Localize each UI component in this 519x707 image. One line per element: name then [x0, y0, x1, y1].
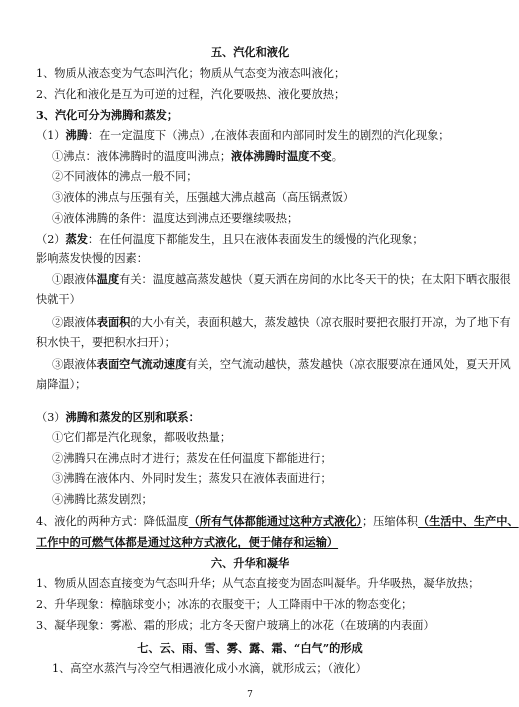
term-evaporation: 蒸发	[65, 232, 88, 246]
difference-title: （3）沸腾和蒸发的区别和联系：	[36, 410, 200, 424]
paragraph-2: 2、汽化和液化是互为可逆的过程，汽化要吸热、液化要放热；	[36, 88, 346, 101]
paragraph-4-cont: 工作中的可燃气体都是通过这种方式液化，便于储存和运输）	[36, 535, 339, 549]
boiling-point-4: ④液体沸腾的条件：温度达到沸点还要继续吸热；	[52, 212, 299, 225]
page-number: 7	[247, 690, 253, 700]
liquefaction-note-2: （生活中、生产中、	[417, 514, 519, 528]
factor-temperature: ①跟液体温度有关：温度越高蒸发越快（夏天洒在房间的水比冬天干的快；在太阳下晒衣服很	[52, 272, 511, 286]
term-airflow: 表面空气流动速度	[96, 357, 187, 371]
evaporation-factors-title: 影响蒸发快慢的因素：	[36, 252, 148, 265]
weather-1: 1、高空水蒸汽与冷空气相遇液化成小水滴，就形成云；（液化）	[52, 662, 367, 675]
boiling-point-bold: 液体沸腾时温度不变	[231, 149, 332, 163]
sublimation-1: 1、物质从固态直接变为气态叫升华；从气态直接变为固态叫凝华。升华吸热，凝华放热；	[36, 577, 480, 590]
item-number: （1）	[36, 129, 66, 142]
difference-4: ④沸腾比蒸发剧烈；	[52, 493, 153, 506]
boiling-point-text: ①沸点：液体沸腾时的温度叫沸点；	[52, 150, 232, 163]
factor-airflow: ③跟液体表面空气流动速度有关，空气流动越快，蒸发越快（凉衣服要凉在通风处，夏天开风	[52, 357, 511, 371]
boiling-text: ：在一定温度下（沸点）,在液体表面和内部同时发生的剧烈的汽化现象；	[87, 129, 450, 142]
factor-surface-area: ②跟液体表面积的大小有关，表面积越大，蒸发越快（凉衣服时要把衣服打开凉，为了地下有	[52, 315, 511, 329]
liquefaction-note-1: （所有气体都能通过这种方式液化）	[188, 514, 362, 528]
boiling-definition	[36, 128, 449, 143]
difference-title-bold: 沸腾和蒸发的区别和联系：	[65, 410, 200, 424]
sublimation-2: 2、升华现象：樟脑球变小；冰冻的衣服变干；人工降雨中干冰的物态变化；	[36, 598, 413, 611]
factor-airflow-cont: 扇降温）；	[36, 378, 87, 391]
paragraph-1: 1、物质从液态变为气态叫汽化；物质从气态变为液态叫液化；	[36, 67, 346, 80]
term-surface-area: 表面积	[96, 315, 131, 329]
difference-3: ③沸腾在液体内、外同时发生；蒸发只在液体表面进行；	[52, 472, 332, 485]
boiling-point-1	[52, 149, 343, 164]
sublimation-3: 3、凝华现象：雾凇、霜的形成；北方冬天窗户玻璃上的冰花（在玻璃的内表面）	[36, 619, 435, 632]
section-heading-sublimation: 六、升华和凝华	[210, 556, 290, 570]
difference-2: ②沸腾只在沸点时才进行；蒸发在任何温度下都能进行；	[52, 452, 332, 465]
difference-1: ①它们都是汽化现象，都吸收热量；	[52, 431, 232, 444]
boiling-point-3: ③液体的沸点与压强有关，压强越大沸点越高（高压锅煮饭）	[52, 191, 355, 204]
term-boiling: 沸腾	[65, 128, 88, 142]
section-heading-weather: 七、云、雨、雪、雾、露、霜、“白气”的形成	[137, 641, 363, 655]
boiling-point-2: ②不同液体的沸点一般不同；	[52, 170, 198, 183]
paragraph-4: 4、液化的两种方式：降低温度（所有气体都能通过这种方式液化）；压缩体积（生活中、生产中、	[36, 514, 519, 528]
evaporation-text: ：在任何温度下都能发生，且只在液体表面发生的缓慢的汽化现象；	[87, 233, 424, 246]
factor-temperature-cont: 快就干）	[36, 293, 81, 306]
section-heading-vaporization-liquefaction: 五、汽化和液化	[210, 45, 290, 59]
paragraph-3: 3、汽化可分为沸腾和蒸发；	[36, 108, 179, 122]
term-temperature: 温度	[96, 272, 120, 286]
evaporation-definition	[36, 232, 424, 247]
factor-surface-area-cont: 积水快干，要把积水扫开）；	[36, 336, 176, 349]
item-number: （2）	[36, 233, 66, 246]
boiling-point-end: 。	[331, 150, 343, 163]
